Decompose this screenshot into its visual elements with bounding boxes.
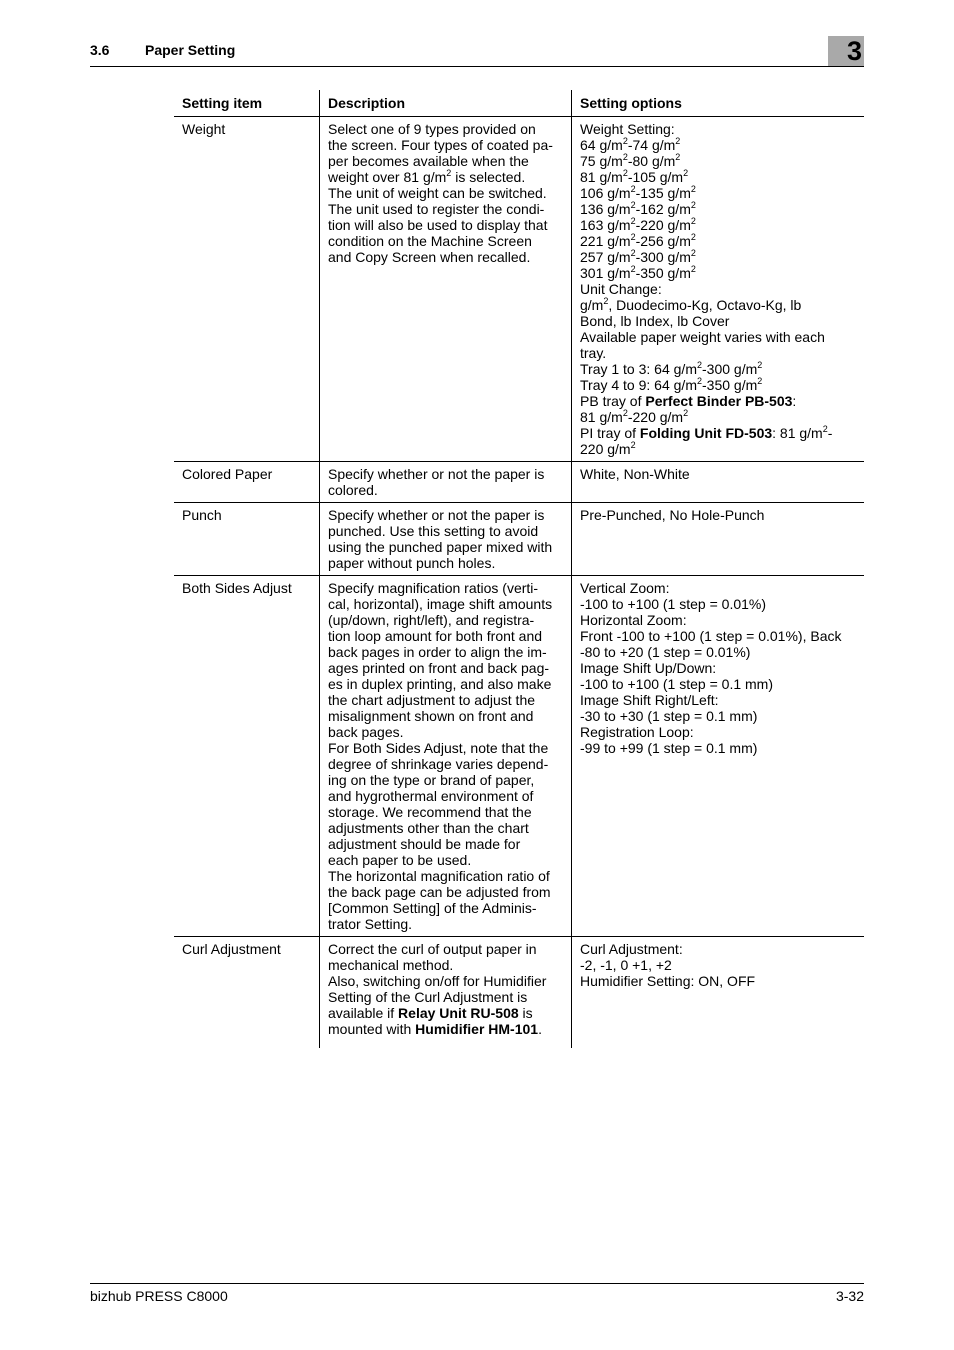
description-line: colored. [328,482,378,498]
option-line: -100 to +100 (1 step = 0.1 mm) [580,676,773,692]
description-line: Specify whether or not the paper is [328,466,545,482]
description-line: The horizontal magnification ratio of [328,868,550,884]
description-line: weight over 81 $g/m^2$ is selected. [328,168,526,185]
option-line: -30 to +30 (1 step = 0.1 mm) [580,708,758,724]
table-row [174,462,864,503]
option-line: Image Shift Right/Left: [580,692,719,708]
setting-options-cell [572,937,865,1049]
description-line: ing on the type or brand of paper, [328,772,535,788]
option-line: Horizontal Zoom: [580,612,687,628]
description-line: Specify whether or not the paper is [328,507,545,523]
setting-options-cell [572,576,865,937]
option-line: 220 $g/m^2$ [580,440,636,457]
description-line: paper without punch holes. [328,555,496,571]
description-line: available if Relay Unit RU-508 is [328,1005,533,1021]
description-line: degree of shrinkage varies depend- [328,756,549,772]
option-line: 64 $g/m^2-74$ $g/m^2$ [580,136,681,153]
option-line: Bond, lb Index, lb Cover [580,313,730,329]
setting-item-cell: Colored Paper [174,462,320,503]
description-cell [320,117,572,462]
column-header-setting-options: Setting options [572,90,865,117]
option-line: Humidifier Setting: ON, OFF [580,973,756,989]
description-line: and hygrothermal environment of [328,788,534,804]
description-line: storage. We recommend that the [328,804,532,820]
description-line: [Common Setting] of the Adminis- [328,900,537,916]
table-row [174,576,864,937]
description-line: For Both Sides Adjust, note that the [328,740,549,756]
description-line: punched. Use this setting to avoid [328,523,539,539]
setting-options-cell [572,503,865,576]
setting-item-cell: Curl Adjustment [182,941,281,957]
option-line: tray. [580,345,607,361]
description-line: and Copy Screen when recalled. [328,249,531,265]
option-line: 257 $g/m^2-300$ $g/m^2$ [580,248,696,265]
description-cell [320,503,572,576]
option-line: 163 $g/m^2-220$ $g/m^2$ [580,216,696,233]
description-line: The unit used to register the condi- [328,201,545,217]
setting-item-cell: Punch [174,503,320,576]
description-line: using the punched paper mixed with [328,539,553,555]
footer-product: bizhub PRESS C8000 [90,1288,228,1304]
option-line: Vertical Zoom: [580,580,670,596]
description-line: the back page can be adjusted from [328,884,551,900]
description-line: Select one of 9 types provided on [328,121,536,137]
description-line: back pages. [328,724,404,740]
option-line: 221 $g/m^2-256$ $g/m^2$ [580,232,696,249]
setting-options-cell [572,462,865,503]
description-line: Setting of the Curl Adjustment is [328,989,528,1005]
option-line: PI tray of Folding Unit FD-503: 81 $g/m^2-$ [580,424,833,441]
description-line: the screen. Four types of coated pa- [328,137,553,153]
section-title: Paper Setting [145,42,236,58]
setting-options-cell [572,117,865,462]
option-line: 81 $g/m^2-220$ $g/m^2$ [580,408,689,425]
description-line: each paper to be used. [328,852,472,868]
description-line: The unit of weight can be switched. [328,185,547,201]
description-line: tion loop amount for both front and [328,628,543,644]
table-header-row [174,90,864,117]
description-line: Specify magnification ratios (verti- [328,580,539,596]
option-line: -80 to +20 (1 step = 0.01%) [580,644,751,660]
option-line: Tray 4 to 9: 64 $g/m^2-350$ $g/m^2$ [580,376,763,393]
option-line: -2, -1, 0 +1, +2 [580,957,672,973]
option-line: White, Non-White [580,466,690,482]
description-line: es in duplex printing, and also make [328,676,552,692]
footer-page-number: 3-32 [835,1288,864,1304]
setting-item-cell: Both Sides Adjust [174,576,320,937]
description-cell [320,576,572,937]
option-line: -99 to +99 (1 step = 0.1 mm) [580,740,758,756]
column-header-description: Description [320,90,572,117]
option-line: Unit Change: [580,281,662,297]
setting-item-cell: Weight [174,117,320,462]
option-line: 106 $g/m^2-135$ $g/m^2$ [580,184,696,201]
option-line: 81 $g/m^2-105$ $g/m^2$ [580,168,689,185]
option-line: Front -100 to +100 (1 step = 0.01%), Back [580,628,842,644]
option-line: Image Shift Up/Down: [580,660,717,676]
description-line: (up/down, right/left), and registra- [328,612,535,628]
option-line: $g/m^2$, Duodecimo-Kg, Octavo-Kg, lb [580,296,802,313]
option-line: Available paper weight varies with each [580,329,825,345]
option-line: 136 $g/m^2-162$ $g/m^2$ [580,200,696,217]
description-line: per becomes available when the [328,153,529,169]
settings-table [174,90,864,1048]
option-line: 301 $g/m^2-350$ $g/m^2$ [580,264,696,281]
description-line: mechanical method. [328,957,454,973]
description-line: misalignment shown on front and [328,708,534,724]
section-number: 3.6 [90,42,110,58]
option-line: PB tray of Perfect Binder PB-503: [580,393,797,409]
table-row [174,117,864,462]
description-line: the chart adjustment to adjust the [328,692,536,708]
page-footer [90,1283,864,1304]
description-line: cal, horizontal), image shift amounts [328,596,553,612]
description-line: mounted with Humidifier HM-101. [328,1021,542,1037]
description-line: adjustment should be made for [328,836,521,852]
option-line: Curl Adjustment: [580,941,683,957]
description-line: condition on the Machine Screen [328,233,532,249]
table-body [174,117,864,1049]
option-line: Pre-Punched, No Hole-Punch [580,507,765,523]
table-row [174,937,864,1049]
description-line: Also, switching on/off for Humidifier [328,973,547,989]
description-cell [320,937,572,1049]
description-line: tion will also be used to display that [328,217,548,233]
description-line: ages printed on front and back pag- [328,660,550,676]
option-line: Tray 1 to 3: 64 $g/m^2-300$ $g/m^2$ [580,360,763,377]
column-header-setting-item: Setting item [174,90,320,117]
option-line: -100 to +100 (1 step = 0.01%) [580,596,767,612]
table-row [174,503,864,576]
description-line: adjustments other than the chart [328,820,529,836]
option-line: Weight Setting: [580,121,675,137]
description-cell [320,462,572,503]
page-header [90,36,864,67]
description-line: back pages in order to align the im- [328,644,547,660]
description-line: trator Setting. [328,916,413,932]
option-line: Registration Loop: [580,724,694,740]
description-line: Correct the curl of output paper in [328,941,537,957]
chapter-badge: 3 [828,36,864,66]
option-line: 75 $g/m^2-80$ $g/m^2$ [580,152,681,169]
